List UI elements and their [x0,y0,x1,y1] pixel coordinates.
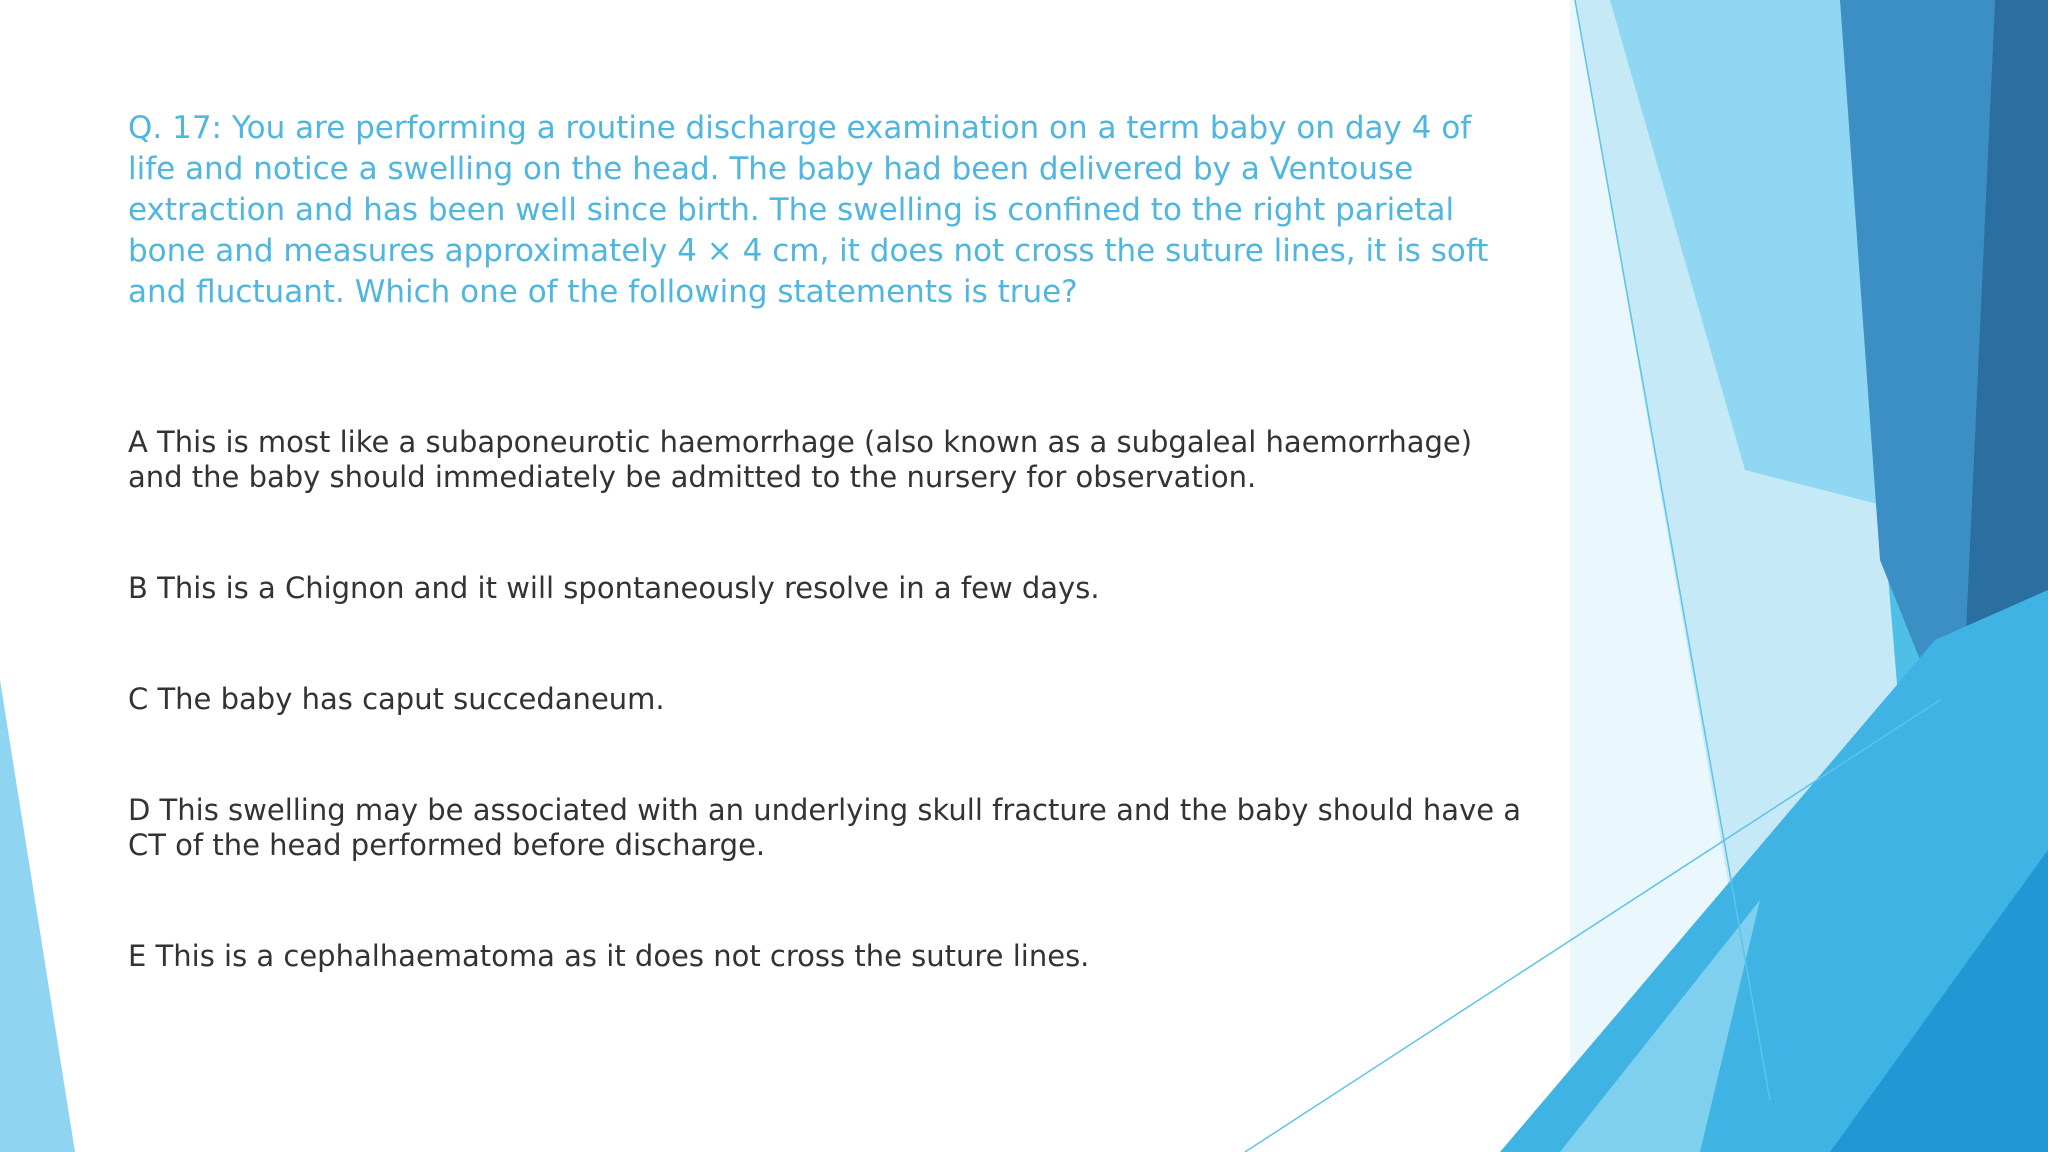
option-b: B This is a Chignon and it will spontaneously resolve in a few days. [128,571,1100,605]
option-c: C The baby has caput succedaneum. [128,682,665,716]
option-d: D This swelling may be associated with an underlying skull fracture and the baby should have a CT of the head performed before discharge. [128,793,1522,862]
left-edge-triangle [0,680,75,1152]
question-text: Q. 17: You are performing a routine discharge examination on a term baby on day 4 of life and notice a swelling on the head. The baby had been delivered by a Ventouse extraction and has been well since birth. The swelling is confined to the right parietal bone and measures approximately 4 × 4 cm, it does not cross the suture lines, it is soft and fluctuant. Which one of the following statements is true? [128,110,1489,310]
option-e: E This is a cephalhaematoma as it does not cross the suture lines. [128,939,1090,973]
option-a: A This is most like a subaponeurotic haemorrhage (also known as a subgaleal haemorrhage) and the baby should immediately be admitted to the nursery for observation. [128,425,1473,494]
answer-options [128,425,1528,974]
slide-content [128,108,1528,1050]
